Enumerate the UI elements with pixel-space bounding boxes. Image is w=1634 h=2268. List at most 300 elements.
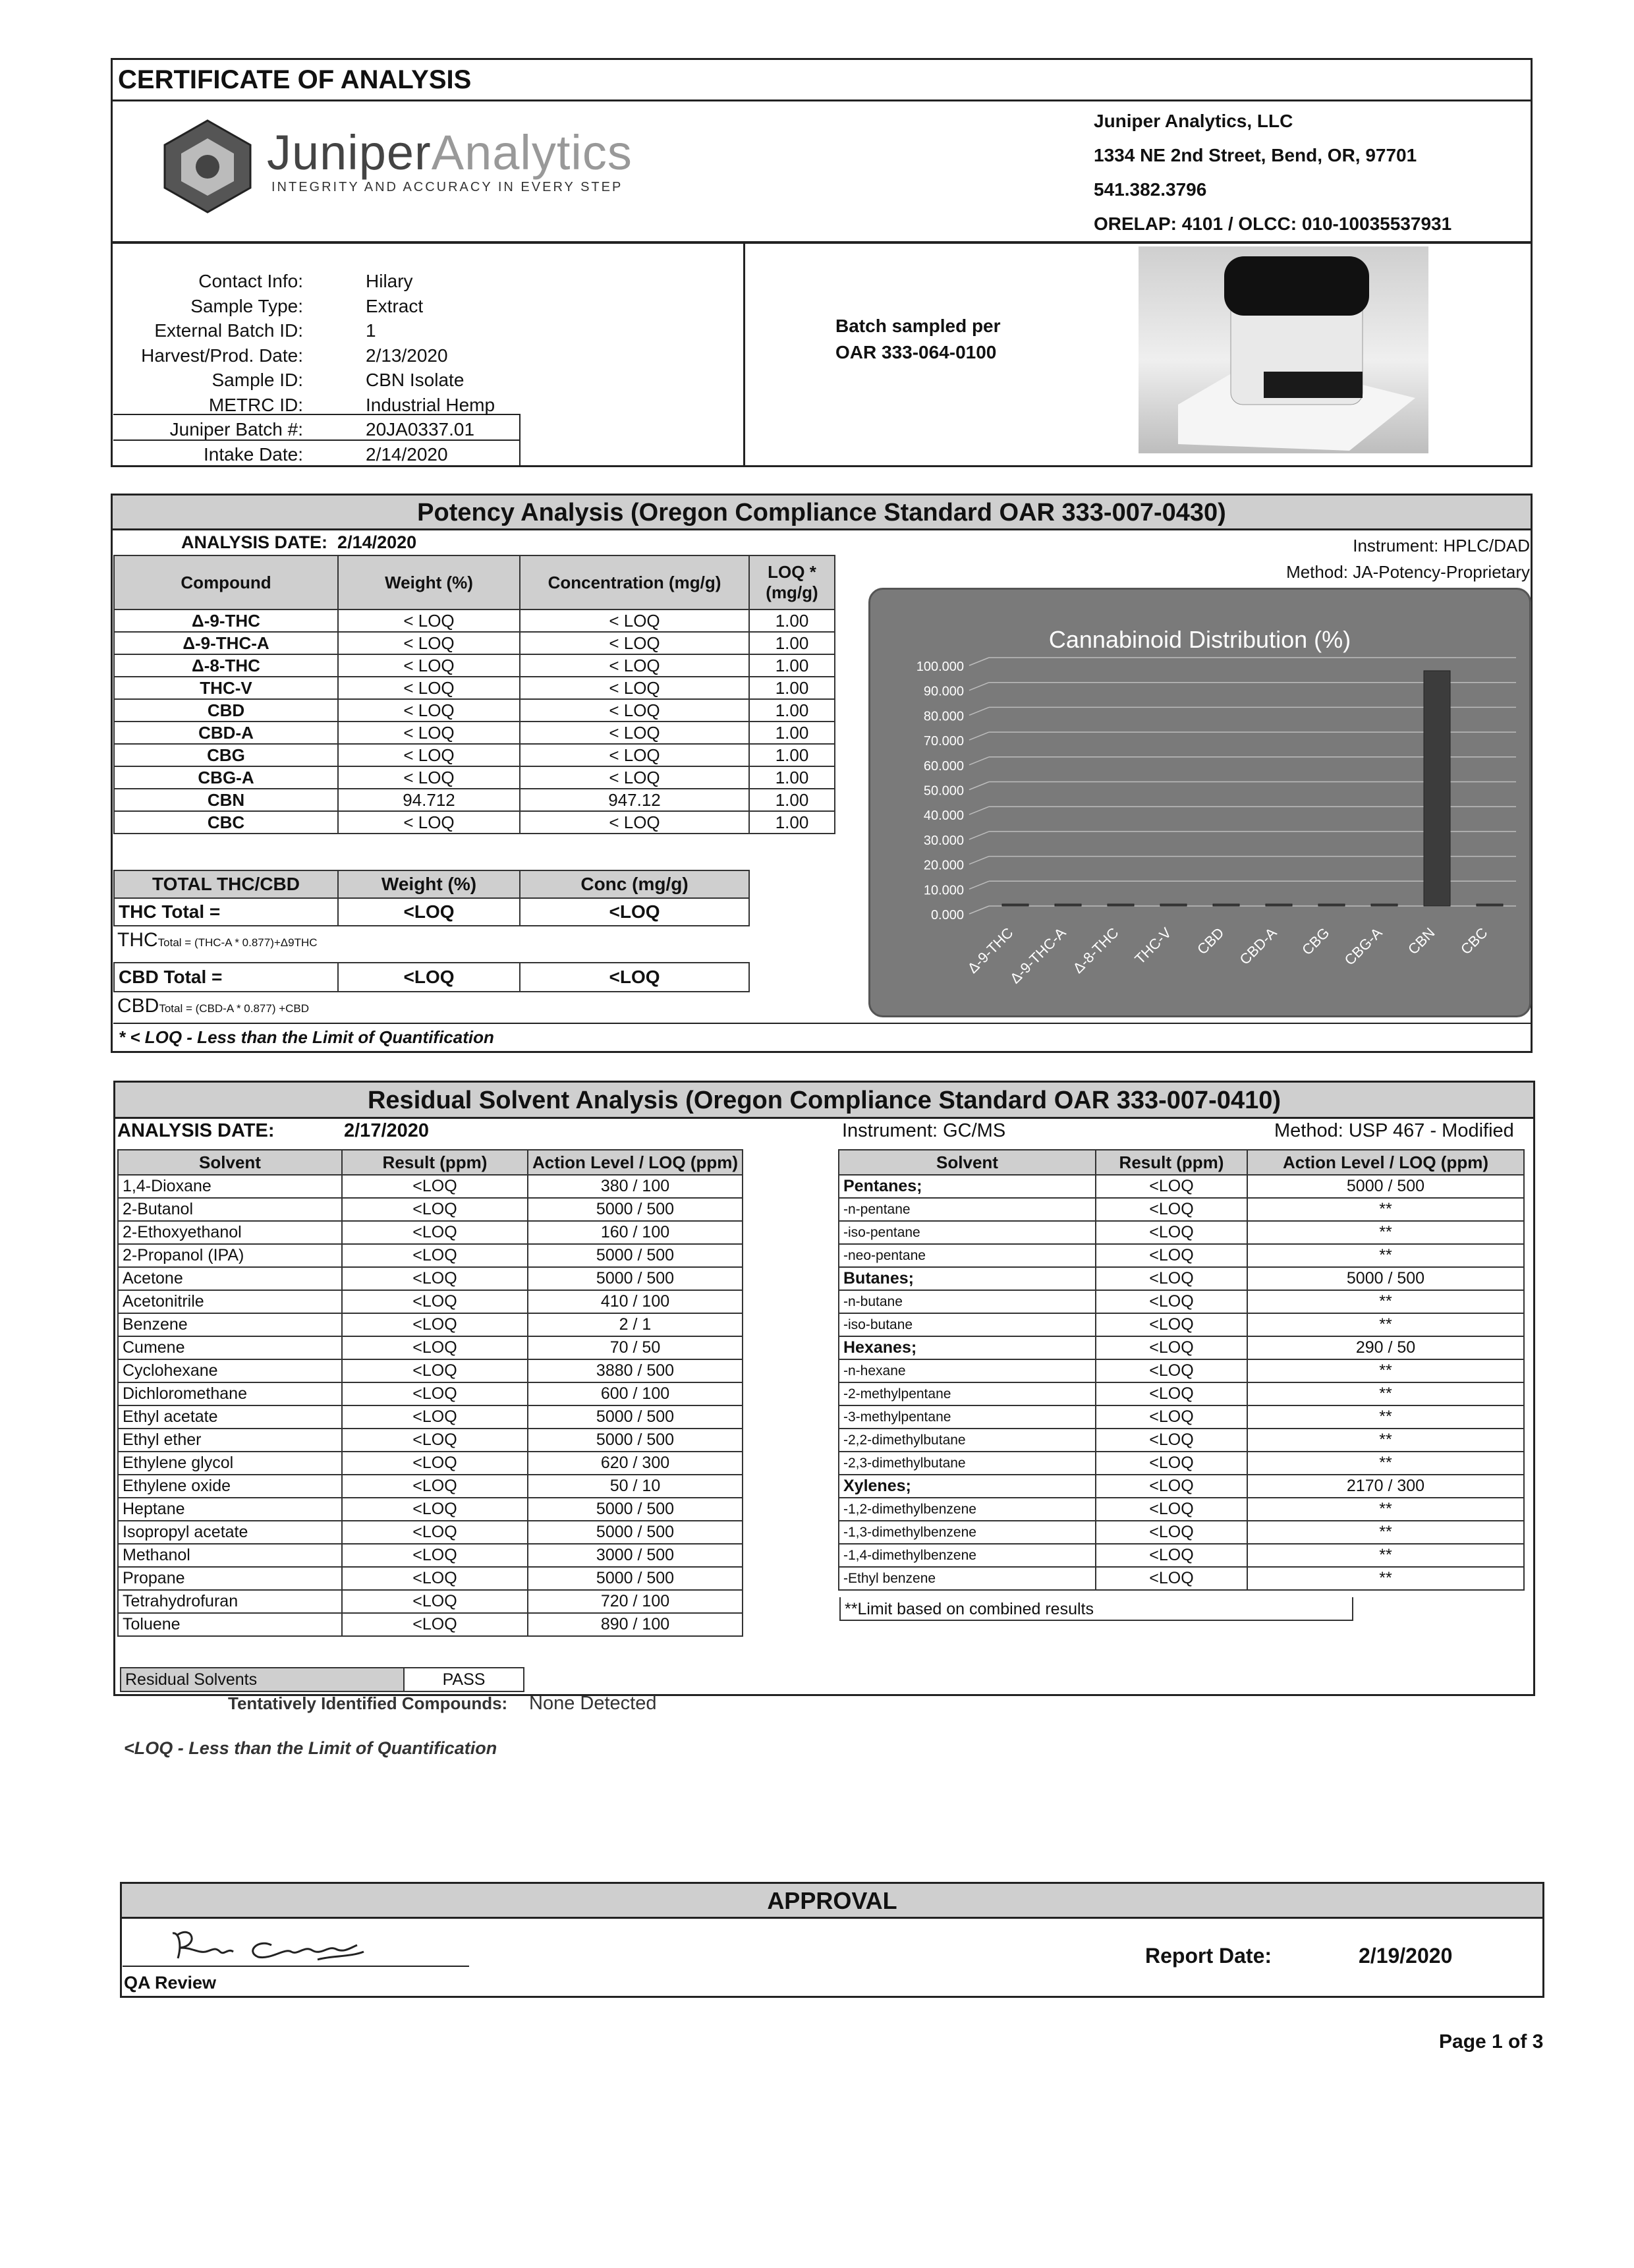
solvent-row bbox=[118, 1452, 743, 1475]
compound-cell: Δ-9-THC bbox=[114, 610, 338, 632]
compound-cell: CBG-A bbox=[114, 766, 338, 789]
qa-signature bbox=[159, 1919, 383, 1971]
solvent-name: -iso-pentane bbox=[839, 1221, 1096, 1244]
res-left-col-action: Action Level / LOQ (ppm) bbox=[528, 1150, 743, 1175]
solvent-result: <LOQ bbox=[1096, 1244, 1247, 1267]
res-left-col-result: Result (ppm) bbox=[342, 1150, 528, 1175]
solvent-name: Tetrahydrofuran bbox=[118, 1590, 342, 1613]
solvent-name: Benzene bbox=[118, 1313, 342, 1336]
sample-field-key: Sample ID: bbox=[211, 370, 303, 390]
solvent-result: <LOQ bbox=[342, 1198, 528, 1221]
solvent-row bbox=[839, 1336, 1524, 1359]
concentration-cell: < LOQ bbox=[520, 766, 749, 789]
certificate-title: CERTIFICATE OF ANALYSIS bbox=[111, 58, 1533, 101]
page-number: Page 1 of 3 bbox=[1439, 2031, 1544, 2053]
solvent-name: Acetonitrile bbox=[118, 1290, 342, 1313]
solvent-name: Methanol bbox=[118, 1544, 342, 1567]
chart-gridline-diag bbox=[969, 782, 989, 790]
chart-xtick-label: Δ-9-THC-A bbox=[1006, 924, 1069, 987]
solvent-name: -3-methylpentane bbox=[839, 1405, 1096, 1429]
logo-word-analytics: Analytics bbox=[431, 125, 633, 180]
solvent-action-level: 5000 / 500 bbox=[528, 1498, 743, 1521]
solvent-action-level: ** bbox=[1247, 1221, 1524, 1244]
sample-field-row bbox=[132, 343, 659, 368]
sample-field-row bbox=[132, 318, 659, 343]
solvent-result: <LOQ bbox=[342, 1359, 528, 1382]
sample-field-row bbox=[132, 393, 659, 418]
chart-bar bbox=[1213, 904, 1239, 906]
solvent-name: Pentanes; bbox=[839, 1175, 1096, 1198]
chart-gridline-diag bbox=[969, 732, 989, 740]
residual-method: Method: USP 467 - Modified bbox=[1274, 1120, 1514, 1141]
solvent-name: Propane bbox=[118, 1567, 342, 1590]
solvent-name: -1,4-dimethylbenzene bbox=[839, 1544, 1096, 1567]
sample-field-row bbox=[132, 417, 659, 442]
logo-tagline: INTEGRITY AND ACCURACY IN EVERY STEP bbox=[271, 180, 623, 194]
solvent-action-level: 600 / 100 bbox=[528, 1382, 743, 1405]
thc-formula-main: THC bbox=[117, 929, 158, 951]
solvent-name: -n-butane bbox=[839, 1290, 1096, 1313]
concentration-cell: < LOQ bbox=[520, 744, 749, 766]
col-weight: Weight (%) bbox=[338, 555, 520, 610]
weight-cell: < LOQ bbox=[338, 699, 520, 722]
compound-cell: THC-V bbox=[114, 677, 338, 699]
solvent-action-level: 2 / 1 bbox=[528, 1313, 743, 1336]
solvent-row bbox=[118, 1244, 743, 1267]
residual-instrument: Instrument: GC/MS bbox=[842, 1120, 1006, 1141]
residual-summary bbox=[120, 1667, 524, 1692]
logo-word-juniper: Juniper bbox=[267, 125, 432, 180]
solvent-row bbox=[839, 1452, 1524, 1475]
solvent-action-level: 5000 / 500 bbox=[528, 1521, 743, 1544]
chart-bar bbox=[1108, 904, 1134, 906]
solvent-name: -n-hexane bbox=[839, 1359, 1096, 1382]
solvent-row bbox=[118, 1175, 743, 1198]
solvent-row bbox=[839, 1521, 1524, 1544]
thc-total-weight: <LOQ bbox=[338, 898, 520, 926]
solvent-name: Dichloromethane bbox=[118, 1382, 342, 1405]
residual-summary-value: PASS bbox=[404, 1668, 524, 1691]
solvent-action-level: 5000 / 500 bbox=[528, 1567, 743, 1590]
chart-gridline-diag bbox=[969, 857, 989, 865]
concentration-cell: < LOQ bbox=[520, 811, 749, 834]
chart-ytick-label: 40.000 bbox=[923, 808, 964, 824]
solvent-action-level: ** bbox=[1247, 1290, 1524, 1313]
solvent-name: -1,3-dimethylbenzene bbox=[839, 1521, 1096, 1544]
sample-field-value: 2/13/2020 bbox=[366, 345, 448, 366]
sample-field-row bbox=[132, 269, 659, 294]
solvent-row bbox=[839, 1359, 1524, 1382]
weight-cell: < LOQ bbox=[338, 744, 520, 766]
chart-bar bbox=[1266, 904, 1292, 906]
solvent-row bbox=[118, 1290, 743, 1313]
potency-row bbox=[114, 632, 835, 654]
chart-gridline-diag bbox=[969, 658, 989, 666]
concentration-cell: < LOQ bbox=[520, 677, 749, 699]
solvent-row bbox=[839, 1198, 1524, 1221]
chart-ytick-label: 20.000 bbox=[923, 858, 964, 873]
solvent-name: Ethyl acetate bbox=[118, 1405, 342, 1429]
chart-ytick-label: 30.000 bbox=[923, 833, 964, 848]
chart-xtick-label: THC-V bbox=[1131, 924, 1175, 968]
cbd-total-weight: <LOQ bbox=[338, 963, 520, 992]
potency-row bbox=[114, 744, 835, 766]
potency-date-value: 2/14/2020 bbox=[337, 532, 417, 552]
solvent-row bbox=[118, 1198, 743, 1221]
batch-sampled-line2: OAR 333-064-0100 bbox=[835, 342, 997, 362]
solvent-name: Isopropyl acetate bbox=[118, 1521, 342, 1544]
concentration-cell: < LOQ bbox=[520, 654, 749, 677]
chart-ytick-label: 100.000 bbox=[916, 660, 964, 674]
solvent-row bbox=[839, 1567, 1524, 1590]
cbd-formula-sub: Total = (CBD-A * 0.877) +CBD bbox=[159, 1002, 310, 1015]
solvent-action-level: ** bbox=[1247, 1498, 1524, 1521]
solvent-row bbox=[118, 1336, 743, 1359]
loq-cell: 1.00 bbox=[749, 632, 835, 654]
residual-table-left bbox=[117, 1149, 743, 1637]
chart-gridline-diag bbox=[969, 807, 989, 814]
res-left-col-solvent: Solvent bbox=[118, 1150, 342, 1175]
solvent-result: <LOQ bbox=[1096, 1175, 1247, 1198]
solvent-row bbox=[118, 1567, 743, 1590]
weight-cell: 94.712 bbox=[338, 789, 520, 811]
solvent-action-level: 720 / 100 bbox=[528, 1590, 743, 1613]
solvent-result: <LOQ bbox=[1096, 1452, 1247, 1475]
chart-bar bbox=[1160, 904, 1187, 906]
totals-col-weight: Weight (%) bbox=[338, 870, 520, 898]
potency-instrument-block bbox=[1286, 532, 1530, 585]
solvent-row bbox=[118, 1475, 743, 1498]
solvent-row bbox=[118, 1498, 743, 1521]
solvent-result: <LOQ bbox=[342, 1221, 528, 1244]
tic-label: Tentatively Identified Compounds: bbox=[228, 1693, 508, 1713]
sample-field-value: CBN Isolate bbox=[366, 370, 465, 390]
potency-row bbox=[114, 766, 835, 789]
totals-col-label: TOTAL THC/CBD bbox=[114, 870, 338, 898]
cbd-total-conc: <LOQ bbox=[520, 963, 749, 992]
chart-bar bbox=[1055, 904, 1081, 906]
solvent-action-level: ** bbox=[1247, 1521, 1524, 1544]
solvent-result: <LOQ bbox=[342, 1313, 528, 1336]
solvent-name: 1,4-Dioxane bbox=[118, 1175, 342, 1198]
compound-cell: CBC bbox=[114, 811, 338, 834]
solvent-result: <LOQ bbox=[342, 1405, 528, 1429]
col-compound: Compound bbox=[114, 555, 338, 610]
residual-summary-label: Residual Solvents bbox=[121, 1668, 404, 1691]
potency-row bbox=[114, 610, 835, 632]
solvent-action-level: 5000 / 500 bbox=[528, 1429, 743, 1452]
solvent-action-level: 290 / 50 bbox=[1247, 1336, 1524, 1359]
solvent-name: Heptane bbox=[118, 1498, 342, 1521]
solvent-result: <LOQ bbox=[342, 1267, 528, 1290]
chart-gridline-diag bbox=[969, 683, 989, 691]
juniper-logo bbox=[152, 115, 692, 214]
chart-gridline-diag bbox=[969, 832, 989, 839]
weight-cell: < LOQ bbox=[338, 722, 520, 744]
solvent-row bbox=[839, 1267, 1524, 1290]
solvent-name: 2-Butanol bbox=[118, 1198, 342, 1221]
chart-xtick-label: CBN bbox=[1405, 924, 1438, 958]
potency-title: Potency Analysis (Oregon Compliance Standard OAR 333-007-0430) bbox=[111, 494, 1533, 530]
solvent-action-level: 160 / 100 bbox=[528, 1221, 743, 1244]
solvent-result: <LOQ bbox=[1096, 1544, 1247, 1567]
solvent-result: <LOQ bbox=[342, 1590, 528, 1613]
solvent-row bbox=[839, 1475, 1524, 1498]
solvent-row bbox=[118, 1221, 743, 1244]
solvent-result: <LOQ bbox=[342, 1382, 528, 1405]
chart-ytick-label: 90.000 bbox=[923, 684, 964, 699]
solvent-name: Ethylene glycol bbox=[118, 1452, 342, 1475]
chart-xtick-label: CBD-A bbox=[1236, 924, 1280, 968]
chart-xtick-label: Δ-9-THC bbox=[964, 924, 1017, 977]
approval-title: APPROVAL bbox=[120, 1882, 1544, 1919]
solvent-row bbox=[118, 1405, 743, 1429]
solvent-row bbox=[118, 1544, 743, 1567]
loq-cell: 1.00 bbox=[749, 610, 835, 632]
potency-date bbox=[181, 532, 416, 553]
sample-field-key: Harvest/Prod. Date: bbox=[141, 345, 303, 366]
solvent-name: Ethyl ether bbox=[118, 1429, 342, 1452]
solvent-action-level: ** bbox=[1247, 1405, 1524, 1429]
potency-row bbox=[114, 677, 835, 699]
solvent-row bbox=[839, 1313, 1524, 1336]
potency-row bbox=[114, 699, 835, 722]
solvent-result: <LOQ bbox=[1096, 1290, 1247, 1313]
lab-phone: 541.382.3796 bbox=[1094, 179, 1207, 200]
sample-field-value: Extract bbox=[366, 296, 424, 316]
solvent-action-level: 620 / 300 bbox=[528, 1452, 743, 1475]
solvent-row bbox=[839, 1405, 1524, 1429]
chart-xtick-label: CBG bbox=[1299, 924, 1333, 959]
thc-total-conc: <LOQ bbox=[520, 898, 749, 926]
cbd-total-label: CBD Total = bbox=[114, 963, 338, 992]
solvent-name: Hexanes; bbox=[839, 1336, 1096, 1359]
chart-gridline-diag bbox=[969, 906, 989, 914]
solvent-action-level: ** bbox=[1247, 1382, 1524, 1405]
solvent-action-level: 5000 / 500 bbox=[1247, 1175, 1524, 1198]
solvent-result: <LOQ bbox=[342, 1452, 528, 1475]
sample-field-key: Sample Type: bbox=[190, 296, 303, 316]
weight-cell: < LOQ bbox=[338, 811, 520, 834]
sample-field-row bbox=[132, 294, 659, 319]
solvent-action-level: 3000 / 500 bbox=[528, 1544, 743, 1567]
solvent-action-level: 5000 / 500 bbox=[528, 1244, 743, 1267]
solvent-result: <LOQ bbox=[1096, 1336, 1247, 1359]
solvent-result: <LOQ bbox=[342, 1475, 528, 1498]
concentration-cell: < LOQ bbox=[520, 610, 749, 632]
chart-xtick-label: Δ-8-THC bbox=[1069, 924, 1122, 977]
compound-cell: CBD bbox=[114, 699, 338, 722]
col-loq-line1: LOQ * bbox=[768, 562, 816, 582]
solvent-name: Ethylene oxide bbox=[118, 1475, 342, 1498]
solvent-result: <LOQ bbox=[1096, 1475, 1247, 1498]
res-right-col-action: Action Level / LOQ (ppm) bbox=[1247, 1150, 1524, 1175]
lab-name: Juniper Analytics, LLC bbox=[1094, 111, 1293, 131]
qa-review-label: QA Review bbox=[124, 1973, 217, 1993]
batch-sampled-line1: Batch sampled per bbox=[835, 316, 1001, 336]
solvent-action-level: 50 / 10 bbox=[528, 1475, 743, 1498]
solvent-result: <LOQ bbox=[342, 1521, 528, 1544]
solvent-action-level: ** bbox=[1247, 1244, 1524, 1267]
solvent-name: -2-methylpentane bbox=[839, 1382, 1096, 1405]
potency-row bbox=[114, 654, 835, 677]
col-loq-line2: (mg/g) bbox=[766, 582, 818, 602]
loq-cell: 1.00 bbox=[749, 766, 835, 789]
solvent-row bbox=[118, 1613, 743, 1636]
solvent-name: Xylenes; bbox=[839, 1475, 1096, 1498]
solvent-action-level: 5000 / 500 bbox=[1247, 1267, 1524, 1290]
solvent-result: <LOQ bbox=[1096, 1198, 1247, 1221]
solvent-row bbox=[839, 1382, 1524, 1405]
solvent-result: <LOQ bbox=[1096, 1521, 1247, 1544]
solvent-action-level: 70 / 50 bbox=[528, 1336, 743, 1359]
sample-field-row bbox=[132, 368, 659, 393]
concentration-cell: < LOQ bbox=[520, 699, 749, 722]
solvent-name: 2-Ethoxyethanol bbox=[118, 1221, 342, 1244]
solvent-result: <LOQ bbox=[342, 1244, 528, 1267]
compound-cell: CBG bbox=[114, 744, 338, 766]
loq-cell: 1.00 bbox=[749, 789, 835, 811]
sample-field-value: Hilary bbox=[366, 271, 413, 291]
solvent-result: <LOQ bbox=[1096, 1567, 1247, 1590]
sample-field-key: Intake Date: bbox=[204, 444, 303, 465]
solvent-action-level: 380 / 100 bbox=[528, 1175, 743, 1198]
weight-cell: < LOQ bbox=[338, 677, 520, 699]
solvent-result: <LOQ bbox=[342, 1429, 528, 1452]
loq-cell: 1.00 bbox=[749, 654, 835, 677]
solvent-result: <LOQ bbox=[1096, 1498, 1247, 1521]
cbd-formula-main: CBD bbox=[117, 995, 159, 1017]
solvent-action-level: 5000 / 500 bbox=[528, 1198, 743, 1221]
report-date-label: Report Date: bbox=[1145, 1944, 1272, 1968]
loq-cell: 1.00 bbox=[749, 744, 835, 766]
solvent-action-level: 2170 / 300 bbox=[1247, 1475, 1524, 1498]
potency-loq-note: * < LOQ - Less than the Limit of Quantification bbox=[113, 1023, 1531, 1050]
solvent-action-level: ** bbox=[1247, 1567, 1524, 1590]
solvent-name: Acetone bbox=[118, 1267, 342, 1290]
solvent-name: 2-Propanol (IPA) bbox=[118, 1244, 342, 1267]
chart-bar bbox=[1424, 671, 1450, 906]
solvent-result: <LOQ bbox=[342, 1175, 528, 1198]
combined-results-note: **Limit based on combined results bbox=[839, 1597, 1353, 1621]
thc-formula-sub: Total = (THC-A * 0.877)+Δ9THC bbox=[157, 936, 318, 949]
residual-loq-note: <LOQ - Less than the Limit of Quantification bbox=[124, 1738, 497, 1758]
solvent-action-level: ** bbox=[1247, 1198, 1524, 1221]
solvent-row bbox=[118, 1382, 743, 1405]
weight-cell: < LOQ bbox=[338, 610, 520, 632]
lab-address: 1334 NE 2nd Street, Bend, OR, 97701 bbox=[1094, 145, 1417, 165]
chart-ytick-label: 10.000 bbox=[923, 883, 964, 898]
thc-total-label: THC Total = bbox=[114, 898, 338, 926]
residual-date-label: ANALYSIS DATE: bbox=[117, 1120, 275, 1141]
sample-field-key: Contact Info: bbox=[198, 271, 303, 291]
solvent-name: Cumene bbox=[118, 1336, 342, 1359]
solvent-row bbox=[118, 1521, 743, 1544]
solvent-name: Toluene bbox=[118, 1613, 342, 1636]
sample-divider bbox=[743, 242, 745, 467]
cbd-total-table bbox=[113, 962, 750, 992]
chart-bar bbox=[1002, 904, 1028, 906]
chart-xtick-label: CBG-A bbox=[1341, 924, 1386, 969]
weight-cell: < LOQ bbox=[338, 654, 520, 677]
loq-cell: 1.00 bbox=[749, 811, 835, 834]
logo-hexagon-icon bbox=[152, 115, 264, 214]
solvent-result: <LOQ bbox=[1096, 1313, 1247, 1336]
solvent-result: <LOQ bbox=[1096, 1359, 1247, 1382]
chart-xtick-label: CBD bbox=[1194, 924, 1227, 958]
cbd-formula bbox=[117, 995, 309, 1017]
chart-ytick-label: 80.000 bbox=[923, 709, 964, 724]
solvent-name: Butanes; bbox=[839, 1267, 1096, 1290]
chart-title: Cannabinoid Distribution (%) bbox=[1048, 626, 1351, 653]
solvent-result: <LOQ bbox=[1096, 1405, 1247, 1429]
potency-table bbox=[113, 555, 835, 834]
solvent-result: <LOQ bbox=[342, 1498, 528, 1521]
sample-field-key: METRC ID: bbox=[208, 395, 303, 415]
chart-gridline-diag bbox=[969, 881, 989, 889]
solvent-row bbox=[118, 1429, 743, 1452]
loq-cell: 1.00 bbox=[749, 677, 835, 699]
lab-license: ORELAP: 4101 / OLCC: 010-10035537931 bbox=[1094, 213, 1452, 234]
solvent-name: -neo-pentane bbox=[839, 1244, 1096, 1267]
solvent-action-level: ** bbox=[1247, 1359, 1524, 1382]
solvent-row bbox=[839, 1498, 1524, 1521]
solvent-result: <LOQ bbox=[342, 1544, 528, 1567]
chart-bar bbox=[1318, 904, 1345, 906]
sample-field-row bbox=[132, 442, 659, 467]
chart-ytick-label: 0.000 bbox=[930, 908, 964, 922]
solvent-row bbox=[839, 1221, 1524, 1244]
solvent-action-level: 5000 / 500 bbox=[528, 1405, 743, 1429]
solvent-action-level: ** bbox=[1247, 1429, 1524, 1452]
solvent-name: Cyclohexane bbox=[118, 1359, 342, 1382]
sample-field-key: Juniper Batch #: bbox=[169, 419, 303, 439]
potency-row bbox=[114, 811, 835, 834]
chart-bar bbox=[1371, 904, 1397, 906]
concentration-cell: < LOQ bbox=[520, 722, 749, 744]
sample-field-key: External Batch ID: bbox=[154, 320, 303, 341]
solvent-result: <LOQ bbox=[1096, 1267, 1247, 1290]
solvent-action-level: 3880 / 500 bbox=[528, 1359, 743, 1382]
solvent-row bbox=[118, 1267, 743, 1290]
solvent-action-level: ** bbox=[1247, 1544, 1524, 1567]
solvent-result: <LOQ bbox=[1096, 1221, 1247, 1244]
chart-ytick-label: 50.000 bbox=[923, 783, 964, 799]
solvent-result: <LOQ bbox=[342, 1290, 528, 1313]
chart-xtick-label: CBC bbox=[1457, 924, 1491, 958]
loq-cell: 1.00 bbox=[749, 699, 835, 722]
solvent-action-level: ** bbox=[1247, 1452, 1524, 1475]
chart-svg bbox=[870, 590, 1529, 1015]
tic-value: None Detected bbox=[529, 1693, 657, 1714]
sample-field-value: 2/14/2020 bbox=[366, 444, 448, 465]
potency-row bbox=[114, 722, 835, 744]
loq-cell: 1.00 bbox=[749, 722, 835, 744]
solvent-name: -1,2-dimethylbenzene bbox=[839, 1498, 1096, 1521]
concentration-cell: < LOQ bbox=[520, 632, 749, 654]
sample-photo bbox=[1139, 246, 1428, 453]
solvent-name: -2,2-dimethylbutane bbox=[839, 1429, 1096, 1452]
solvent-row bbox=[839, 1244, 1524, 1267]
report-date-value: 2/19/2020 bbox=[1359, 1944, 1453, 1968]
solvent-row bbox=[839, 1544, 1524, 1567]
solvent-action-level: 410 / 100 bbox=[528, 1290, 743, 1313]
signature-line bbox=[123, 1966, 469, 1967]
chart-gridline-diag bbox=[969, 707, 989, 715]
solvent-action-level: 890 / 100 bbox=[528, 1613, 743, 1636]
sample-field-value: 1 bbox=[366, 320, 376, 341]
solvent-result: <LOQ bbox=[1096, 1429, 1247, 1452]
